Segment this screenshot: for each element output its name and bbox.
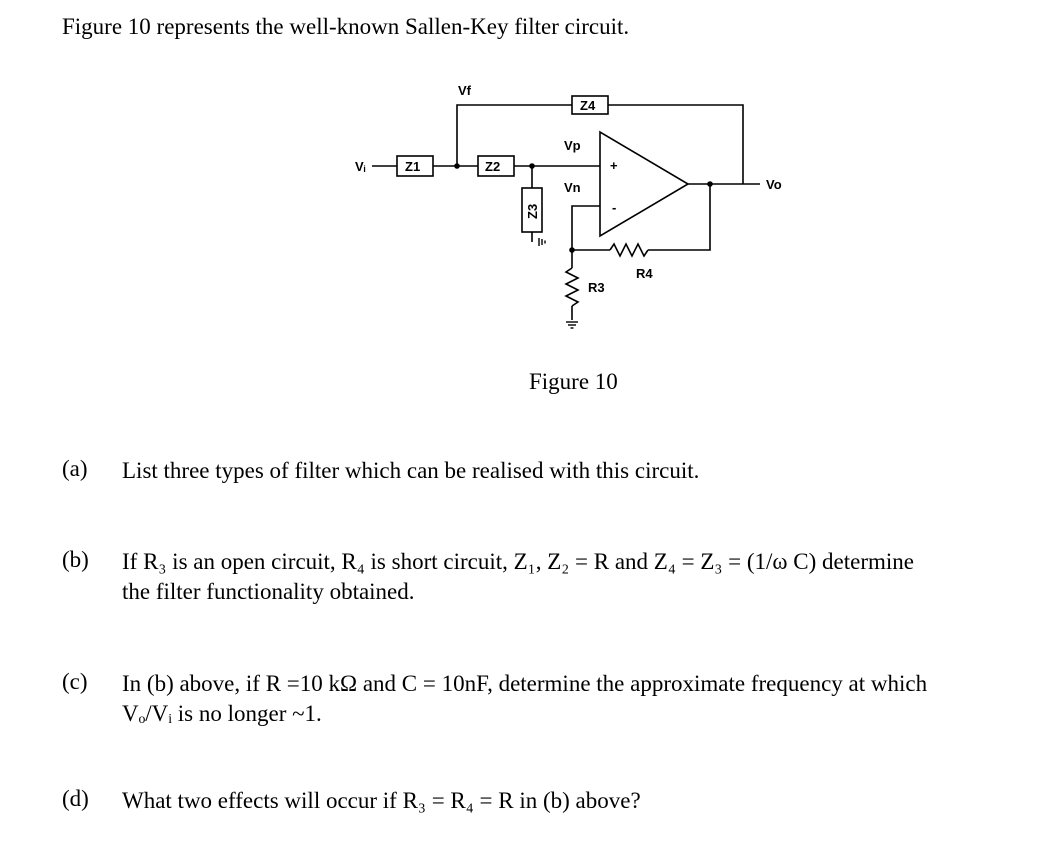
question-line: In (b) above, if R =10 kΩ and C = 10nF, determine the approximate frequency at which: [122, 671, 928, 696]
vn-label: Vn: [564, 180, 581, 195]
z4-label: Z4: [580, 98, 596, 113]
ground-symbol-z3: [539, 238, 545, 246]
question-letter: (c): [62, 669, 88, 694]
intro-text: Figure 10 represents the well-known Sallen-Key filter circuit.: [62, 14, 630, 39]
question-line: Vₒ/Vᵢ is no longer ~1.: [122, 701, 322, 726]
question-letter: (a): [62, 456, 88, 481]
question-text: [122, 786, 641, 816]
junction-dot: [454, 163, 460, 169]
r4-resistor: [610, 244, 648, 256]
question-line: List three types of filter which can be realised with this circuit.: [122, 458, 700, 483]
question-line: If R₃ is an open circuit, R₄ is short circuit, Z₁, Z₂ = R and Z₄ = Z₃ = (1/ω C) determine: [122, 549, 915, 574]
z2-label: Z2: [485, 159, 501, 174]
r3-label: R3: [588, 280, 605, 295]
vf-label: Vf: [458, 83, 471, 98]
vp-label: Vp: [564, 138, 581, 153]
question-text: [122, 456, 699, 486]
r4-right-wire: [648, 184, 710, 250]
question-text: [122, 669, 927, 729]
vi-label: Vᵢ: [355, 159, 366, 174]
minus-sign: -: [612, 200, 617, 215]
figure-caption: Figure 10: [529, 369, 618, 394]
question-text: [122, 547, 914, 607]
vo-label: Vo: [766, 177, 782, 192]
r4-label: R4: [636, 266, 653, 281]
question-letter: (b): [62, 547, 89, 572]
junction-dot: [529, 163, 535, 169]
question-letter: (d): [62, 786, 89, 811]
sallen-key-circuit-diagram: [340, 78, 810, 363]
z3-label: Z3: [525, 203, 540, 219]
ground-symbol-r3: [566, 322, 578, 328]
question-line: What two effects will occur if R₃ = R₄ = R in (b) above?: [122, 788, 641, 813]
vn-wire: [572, 206, 600, 250]
opamp-triangle: [600, 132, 688, 236]
junction-dot: [569, 247, 575, 253]
r3-resistor: [566, 268, 578, 306]
plus-sign: +: [610, 158, 618, 173]
junction-dot: [707, 181, 713, 187]
question-line: the filter functionality obtained.: [122, 579, 415, 604]
z1-label: Z1: [405, 159, 421, 174]
